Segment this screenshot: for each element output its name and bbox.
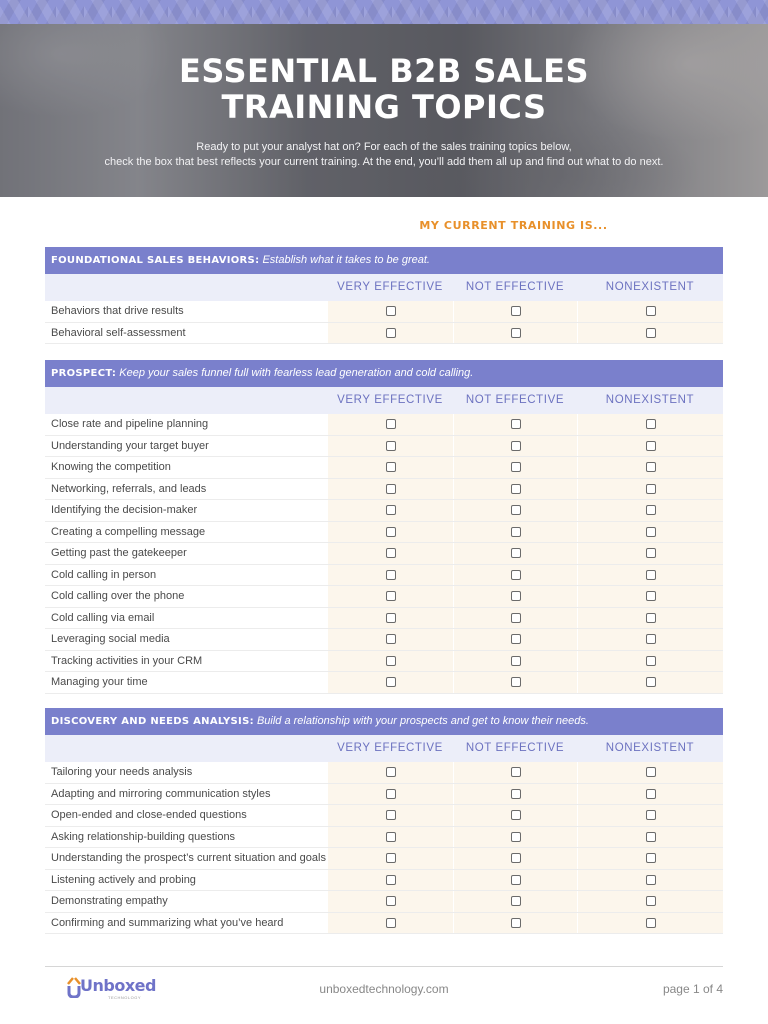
checkbox-nonexistent[interactable] <box>646 613 656 623</box>
cell-very-effective <box>327 827 453 848</box>
checkbox-not-effective[interactable] <box>511 548 521 558</box>
intro-text <box>0 140 768 170</box>
section-0 <box>45 247 723 344</box>
cell-nonexistent <box>577 762 723 783</box>
cell-nonexistent <box>577 414 723 435</box>
cell-very-effective <box>327 565 453 586</box>
topic-label: Getting past the gatekeeper <box>45 543 327 564</box>
cell-nonexistent <box>577 323 723 344</box>
cell-very-effective <box>327 762 453 783</box>
cell-nonexistent <box>577 586 723 607</box>
topic-row <box>45 323 723 345</box>
section-header <box>45 247 723 274</box>
checkbox-nonexistent[interactable] <box>646 918 656 928</box>
section-description: Keep your sales funnel full with fearless lead generation and cold calling. <box>119 367 474 379</box>
cell-very-effective <box>327 479 453 500</box>
cell-nonexistent <box>577 827 723 848</box>
cell-not-effective <box>453 608 577 629</box>
cell-nonexistent <box>577 565 723 586</box>
cell-very-effective <box>327 500 453 521</box>
column-header-not-effective: NOT EFFECTIVE <box>465 742 565 754</box>
checkbox-nonexistent[interactable] <box>646 505 656 515</box>
cell-nonexistent <box>577 522 723 543</box>
cell-very-effective <box>327 586 453 607</box>
top-decorative-band <box>0 0 768 24</box>
topic-row <box>45 762 723 784</box>
checkbox-not-effective[interactable] <box>511 789 521 799</box>
cell-very-effective <box>327 414 453 435</box>
checkbox-not-effective[interactable] <box>511 810 521 820</box>
cell-very-effective <box>327 848 453 869</box>
topic-row <box>45 784 723 806</box>
topic-label: Managing your time <box>45 672 327 693</box>
topic-label: Listening actively and probing <box>45 870 327 891</box>
checkbox-very-effective[interactable] <box>386 634 396 644</box>
topic-label: Networking, referrals, and leads <box>45 479 327 500</box>
topic-row <box>45 913 723 935</box>
checkbox-very-effective[interactable] <box>386 656 396 666</box>
column-header-not-effective: NOT EFFECTIVE <box>465 394 565 406</box>
checkbox-not-effective[interactable] <box>511 591 521 601</box>
topic-row <box>45 586 723 608</box>
topic-row <box>45 629 723 651</box>
column-header-spacer <box>45 387 327 414</box>
topic-row <box>45 457 723 479</box>
checkbox-nonexistent[interactable] <box>646 570 656 580</box>
intro-line-1: Ready to put your analyst hat on? For each of the sales training topics below, <box>196 141 572 153</box>
cell-nonexistent <box>577 672 723 693</box>
section-header <box>45 708 723 735</box>
cell-not-effective <box>453 672 577 693</box>
topic-label: Understanding your target buyer <box>45 436 327 457</box>
topic-label: Tailoring your needs analysis <box>45 762 327 783</box>
checkbox-very-effective[interactable] <box>386 328 396 338</box>
topic-row <box>45 827 723 849</box>
cell-not-effective <box>453 414 577 435</box>
cell-very-effective <box>327 913 453 934</box>
checkbox-not-effective[interactable] <box>511 853 521 863</box>
topic-row <box>45 848 723 870</box>
hero-banner <box>0 24 768 197</box>
topic-label: Creating a compelling message <box>45 522 327 543</box>
checkbox-very-effective[interactable] <box>386 677 396 687</box>
topic-label: Confirming and summarizing what you’ve heard <box>45 913 327 934</box>
checkbox-nonexistent[interactable] <box>646 484 656 494</box>
checkbox-not-effective[interactable] <box>511 462 521 472</box>
section-2 <box>45 708 723 934</box>
checkbox-nonexistent[interactable] <box>646 441 656 451</box>
checkbox-nonexistent[interactable] <box>646 767 656 777</box>
column-header-nonexistent: NONEXISTENT <box>605 742 695 754</box>
topic-label: Close rate and pipeline planning <box>45 414 327 435</box>
checkbox-not-effective[interactable] <box>511 918 521 928</box>
topic-row <box>45 414 723 436</box>
section-description: Build a relationship with your prospects and get to know their needs. <box>256 715 589 727</box>
column-header-very-effective: VERY EFFECTIVE <box>337 281 443 293</box>
page-title <box>0 53 768 125</box>
column-headers <box>45 387 723 414</box>
checkbox-very-effective[interactable] <box>386 810 396 820</box>
cell-not-effective <box>453 827 577 848</box>
page-number: page 1 of 4 <box>662 982 723 996</box>
checkbox-very-effective[interactable] <box>386 306 396 316</box>
cell-not-effective <box>453 891 577 912</box>
cell-not-effective <box>453 870 577 891</box>
checkbox-very-effective[interactable] <box>386 527 396 537</box>
topic-label: Understanding the prospect’s current situation and goals <box>45 848 327 869</box>
section-title: DISCOVERY AND NEEDS ANALYSIS: <box>51 716 254 727</box>
column-header-spacer <box>45 735 327 762</box>
cell-not-effective <box>453 762 577 783</box>
cell-very-effective <box>327 608 453 629</box>
checkbox-not-effective[interactable] <box>511 306 521 316</box>
cell-nonexistent <box>577 608 723 629</box>
column-header-spacer <box>45 274 327 301</box>
checkbox-very-effective[interactable] <box>386 505 396 515</box>
cell-nonexistent <box>577 784 723 805</box>
checkbox-very-effective[interactable] <box>386 591 396 601</box>
checkbox-nonexistent[interactable] <box>646 656 656 666</box>
cell-very-effective <box>327 543 453 564</box>
topic-row <box>45 870 723 892</box>
section-title: FOUNDATIONAL SALES BEHAVIORS: <box>51 255 260 266</box>
cell-not-effective <box>453 565 577 586</box>
checkbox-nonexistent[interactable] <box>646 527 656 537</box>
checkbox-not-effective[interactable] <box>511 875 521 885</box>
checkbox-nonexistent[interactable] <box>646 853 656 863</box>
checkbox-nonexistent[interactable] <box>646 634 656 644</box>
cell-not-effective <box>453 522 577 543</box>
checkbox-nonexistent[interactable] <box>646 896 656 906</box>
topic-row <box>45 672 723 694</box>
topic-label: Cold calling in person <box>45 565 327 586</box>
cell-not-effective <box>453 629 577 650</box>
cell-not-effective <box>453 543 577 564</box>
cell-very-effective <box>327 323 453 344</box>
topic-label: Open-ended and close-ended questions <box>45 805 327 826</box>
topic-row <box>45 565 723 587</box>
checkbox-not-effective[interactable] <box>511 419 521 429</box>
topic-row <box>45 543 723 565</box>
topic-label: Behavioral self-assessment <box>45 323 327 344</box>
cell-very-effective <box>327 784 453 805</box>
intro-line-2: check the box that best reflects your current training. At the end, you’ll add them all up and find out what to do next. <box>104 156 664 168</box>
topic-label: Leveraging social media <box>45 629 327 650</box>
logo-wordmark: Unboxed <box>80 976 156 995</box>
cell-nonexistent <box>577 543 723 564</box>
checkbox-nonexistent[interactable] <box>646 789 656 799</box>
checkbox-not-effective[interactable] <box>511 634 521 644</box>
checkbox-not-effective[interactable] <box>511 441 521 451</box>
column-header-very-effective: VERY EFFECTIVE <box>337 394 443 406</box>
cell-not-effective <box>453 913 577 934</box>
topic-row <box>45 891 723 913</box>
checkbox-nonexistent[interactable] <box>646 419 656 429</box>
cell-not-effective <box>453 323 577 344</box>
cell-nonexistent <box>577 913 723 934</box>
checkbox-not-effective[interactable] <box>511 656 521 666</box>
checkbox-not-effective[interactable] <box>511 484 521 494</box>
checkbox-nonexistent[interactable] <box>646 548 656 558</box>
cell-nonexistent <box>577 457 723 478</box>
column-header-nonexistent: NONEXISTENT <box>605 281 695 293</box>
cell-nonexistent <box>577 870 723 891</box>
checkbox-very-effective[interactable] <box>386 832 396 842</box>
checkbox-not-effective[interactable] <box>511 896 521 906</box>
checkbox-very-effective[interactable] <box>386 419 396 429</box>
column-headers <box>45 735 723 762</box>
cell-very-effective <box>327 301 453 322</box>
checkbox-very-effective[interactable] <box>386 462 396 472</box>
topic-row <box>45 500 723 522</box>
checkbox-very-effective[interactable] <box>386 548 396 558</box>
section-1 <box>45 360 723 694</box>
checkbox-not-effective[interactable] <box>511 832 521 842</box>
cell-nonexistent <box>577 848 723 869</box>
topic-row <box>45 436 723 458</box>
footer-divider <box>45 966 723 967</box>
checkbox-very-effective[interactable] <box>386 570 396 580</box>
cell-very-effective <box>327 805 453 826</box>
cell-very-effective <box>327 870 453 891</box>
topic-label: Knowing the competition <box>45 457 327 478</box>
topic-row <box>45 301 723 323</box>
checkbox-very-effective[interactable] <box>386 875 396 885</box>
checkbox-very-effective[interactable] <box>386 613 396 623</box>
cell-very-effective <box>327 436 453 457</box>
website-link[interactable]: unboxedtechnology.com <box>319 982 449 996</box>
cell-nonexistent <box>577 651 723 672</box>
cell-very-effective <box>327 891 453 912</box>
checkbox-not-effective[interactable] <box>511 527 521 537</box>
topic-row <box>45 522 723 544</box>
topic-label: Identifying the decision-maker <box>45 500 327 521</box>
topic-label: Tracking activities in your CRM <box>45 651 327 672</box>
checkbox-nonexistent[interactable] <box>646 328 656 338</box>
page-title-line-2: TRAINING TOPICS <box>221 88 547 126</box>
section-title: PROSPECT: <box>51 368 117 379</box>
checkbox-not-effective[interactable] <box>511 677 521 687</box>
column-header-very-effective: VERY EFFECTIVE <box>337 742 443 754</box>
cell-not-effective <box>453 479 577 500</box>
cell-nonexistent <box>577 436 723 457</box>
cell-not-effective <box>453 586 577 607</box>
checkbox-nonexistent[interactable] <box>646 677 656 687</box>
cell-not-effective <box>453 651 577 672</box>
topic-label: Demonstrating empathy <box>45 891 327 912</box>
checkbox-nonexistent[interactable] <box>646 591 656 601</box>
cell-not-effective <box>453 301 577 322</box>
checkbox-not-effective[interactable] <box>511 613 521 623</box>
logo-subtext: TECHNOLOGY <box>108 995 142 1000</box>
checkbox-not-effective[interactable] <box>511 328 521 338</box>
cell-not-effective <box>453 848 577 869</box>
checkbox-very-effective[interactable] <box>386 441 396 451</box>
cell-very-effective <box>327 672 453 693</box>
checkbox-very-effective[interactable] <box>386 918 396 928</box>
topic-label: Adapting and mirroring communication styles <box>45 784 327 805</box>
column-header-not-effective: NOT EFFECTIVE <box>465 281 565 293</box>
cell-very-effective <box>327 651 453 672</box>
cell-not-effective <box>453 500 577 521</box>
topic-label: Asking relationship-building questions <box>45 827 327 848</box>
checkbox-very-effective[interactable] <box>386 789 396 799</box>
checkbox-very-effective[interactable] <box>386 484 396 494</box>
column-header-nonexistent: NONEXISTENT <box>605 394 695 406</box>
checkbox-very-effective[interactable] <box>386 853 396 863</box>
cell-not-effective <box>453 436 577 457</box>
topic-row <box>45 608 723 630</box>
topic-row <box>45 651 723 673</box>
checkbox-not-effective[interactable] <box>511 570 521 580</box>
page-title-line-1: ESSENTIAL B2B SALES <box>179 52 589 90</box>
cell-not-effective <box>453 457 577 478</box>
checkbox-nonexistent[interactable] <box>646 810 656 820</box>
checkbox-not-effective[interactable] <box>511 767 521 777</box>
checkbox-nonexistent[interactable] <box>646 832 656 842</box>
cell-nonexistent <box>577 479 723 500</box>
section-header <box>45 360 723 387</box>
checkbox-not-effective[interactable] <box>511 505 521 515</box>
checkbox-very-effective[interactable] <box>386 767 396 777</box>
cell-nonexistent <box>577 805 723 826</box>
checkbox-very-effective[interactable] <box>386 896 396 906</box>
topic-label: Behaviors that drive results <box>45 301 327 322</box>
cell-very-effective <box>327 457 453 478</box>
cell-nonexistent <box>577 301 723 322</box>
checkbox-nonexistent[interactable] <box>646 462 656 472</box>
cell-nonexistent <box>577 629 723 650</box>
cell-nonexistent <box>577 500 723 521</box>
topic-label: Cold calling via email <box>45 608 327 629</box>
cell-very-effective <box>327 629 453 650</box>
current-training-heading: MY CURRENT TRAINING IS... <box>419 219 608 232</box>
topic-row <box>45 479 723 501</box>
topic-label: Cold calling over the phone <box>45 586 327 607</box>
cell-not-effective <box>453 784 577 805</box>
checkbox-nonexistent[interactable] <box>646 306 656 316</box>
section-description: Establish what it takes to be great. <box>262 254 430 266</box>
topic-row <box>45 805 723 827</box>
cell-nonexistent <box>577 891 723 912</box>
checkbox-nonexistent[interactable] <box>646 875 656 885</box>
cell-not-effective <box>453 805 577 826</box>
column-headers <box>45 274 723 301</box>
cell-very-effective <box>327 522 453 543</box>
